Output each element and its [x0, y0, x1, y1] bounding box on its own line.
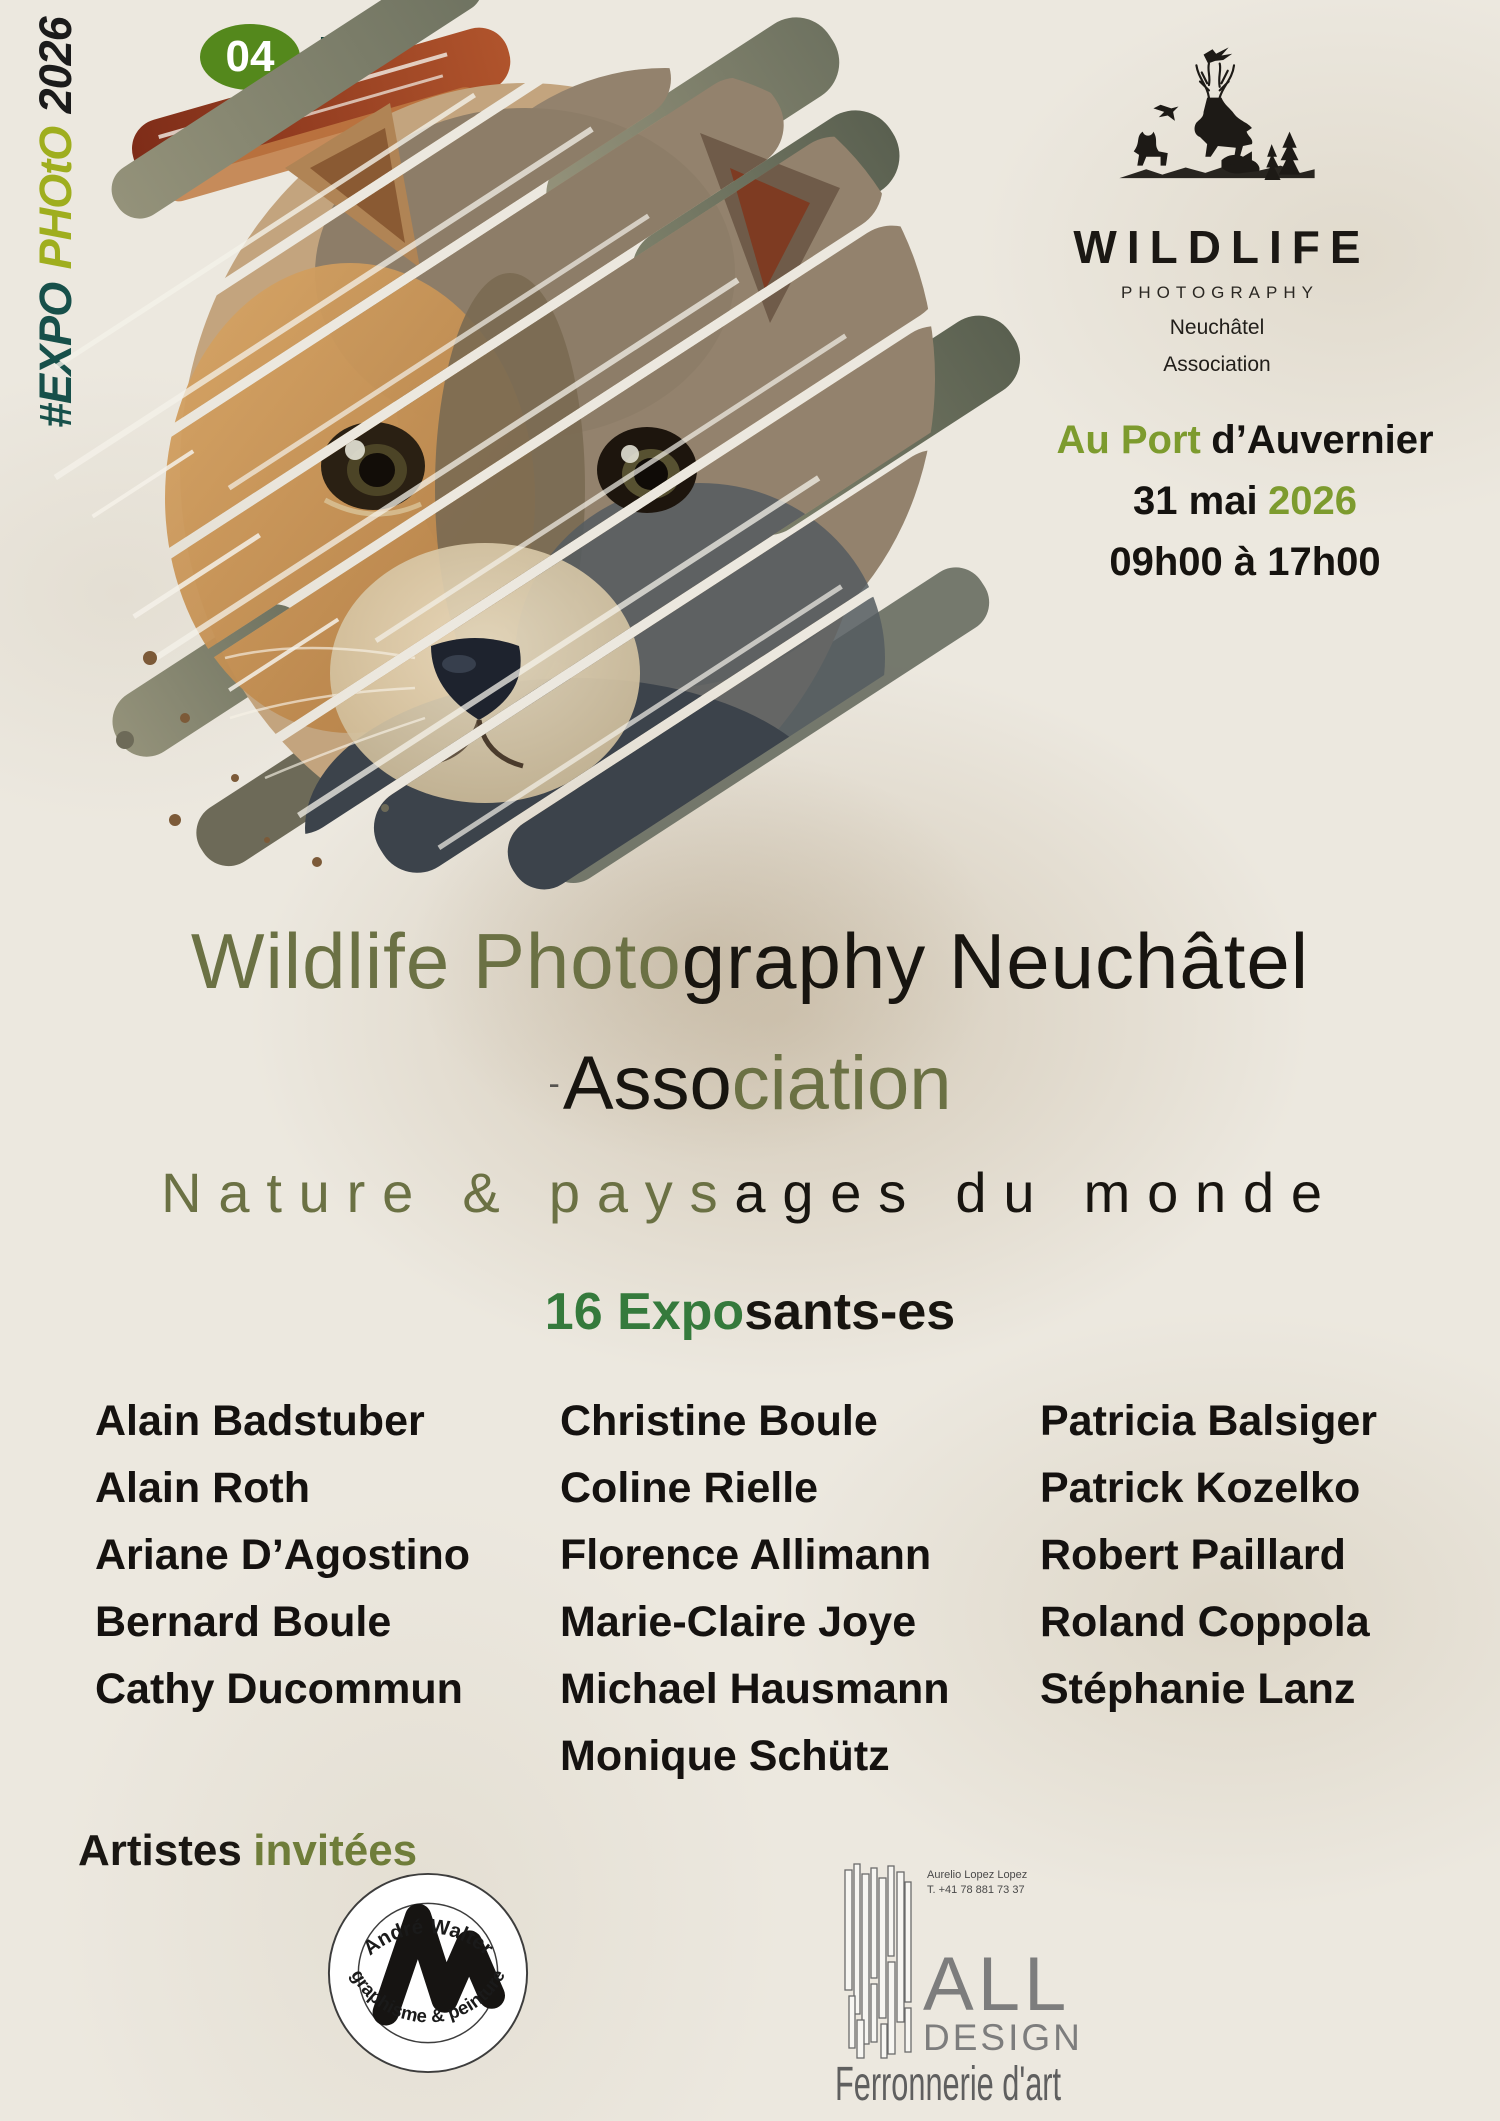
antlers [1196, 64, 1234, 98]
logo-region: Neuchâtel [1169, 316, 1265, 339]
all-design-tagline: Ferronnerie d'art [835, 2057, 1062, 2111]
bird-icon [1153, 105, 1178, 121]
poster-subtitle: Nature & paysages du monde [161, 1161, 1339, 1224]
all-design-contact-phone: T. +41 78 881 73 37 [927, 1884, 1025, 1896]
exhibitor-name: Patrick Kozelko [1040, 1464, 1361, 1512]
exhibitor-name: Christine Boule [560, 1397, 878, 1445]
hashtag-expo: #EXPO [30, 282, 81, 428]
exhibitor-name: Ariane D’Agostino [95, 1531, 471, 1579]
artists-invited-label: Artistes invitées [78, 1826, 418, 1875]
event-location: Au Port d’Auvernier [1056, 418, 1434, 462]
event-info [1010, 418, 1480, 585]
poster-title-line2: -Association [548, 1041, 952, 1126]
deer-body [1195, 98, 1253, 159]
all-design-logo [835, 1862, 1155, 2112]
exhibitor-name: Patricia Balsiger [1040, 1397, 1378, 1445]
hashtag-photo: PHOtO [30, 126, 81, 270]
all-design-title: ALL [923, 1942, 1071, 2027]
exhibitor-name: Cathy Ducommun [95, 1665, 463, 1713]
event-hours: 09h00 à 17h00 [1109, 540, 1381, 584]
logo-org: Association [1163, 353, 1271, 376]
exhibitor-name: Alain Badstuber [95, 1397, 425, 1445]
aw-arc-bottom-text: graphisme & peinture [346, 1965, 509, 2027]
logo-subtitle: PHOTOGRAPHY [1121, 283, 1319, 302]
exhibitor-name: Bernard Boule [95, 1598, 392, 1646]
deer-wildlife-icon [1114, 44, 1320, 204]
exhibitor-name: Florence Allimann [560, 1531, 932, 1579]
exhibitor-name: Roland Coppola [1040, 1598, 1370, 1646]
exhibitor-name: Alain Roth [95, 1464, 310, 1512]
andre-walter-logo [325, 1870, 531, 2076]
wildlife-photography-logo [1066, 44, 1371, 377]
all-design-subtitle: DESIGN [923, 2017, 1083, 2058]
event-date: 31 mai 2026 [1133, 479, 1357, 523]
exhibitor-name: Coline Rielle [560, 1464, 819, 1512]
exhibitor-columns [95, 1388, 1460, 1790]
exhibitor-name: Robert Paillard [1040, 1531, 1346, 1579]
exhibitor-column-2 [560, 1388, 1040, 1790]
fox-brushstroke-artwork [55, 18, 1005, 898]
exhibitor-column-3 [1040, 1388, 1460, 1790]
mountain-ridge [1101, 164, 1314, 178]
ibex-icon [1134, 132, 1168, 166]
exposants-heading: 16 Exposants-es [544, 1283, 956, 1341]
exhibitor-name: Stéphanie Lanz [1040, 1665, 1356, 1713]
hashtag-year: 2026 [30, 17, 81, 114]
poster-title: Wildlife Photography Neuchâtel [190, 917, 1310, 1005]
edition-number: 04 [225, 32, 275, 81]
all-design-contact-name: Aurelio Lopez Lopez [927, 1869, 1028, 1881]
metal-bars-icon [845, 1864, 911, 2058]
exhibitor-name: Marie-Claire Joye [560, 1598, 917, 1646]
exhibitor-name: Monique Schütz [560, 1732, 890, 1780]
aw-arc-top-text: André Walter [358, 1914, 498, 1961]
exhibitor-name: Michael Hausmann [560, 1665, 950, 1713]
eagle-icon [1204, 47, 1233, 63]
fox-face [165, 68, 935, 978]
exhibitor-column-1 [95, 1388, 560, 1790]
logo-wordmark: WILDLIFE [1073, 221, 1371, 273]
